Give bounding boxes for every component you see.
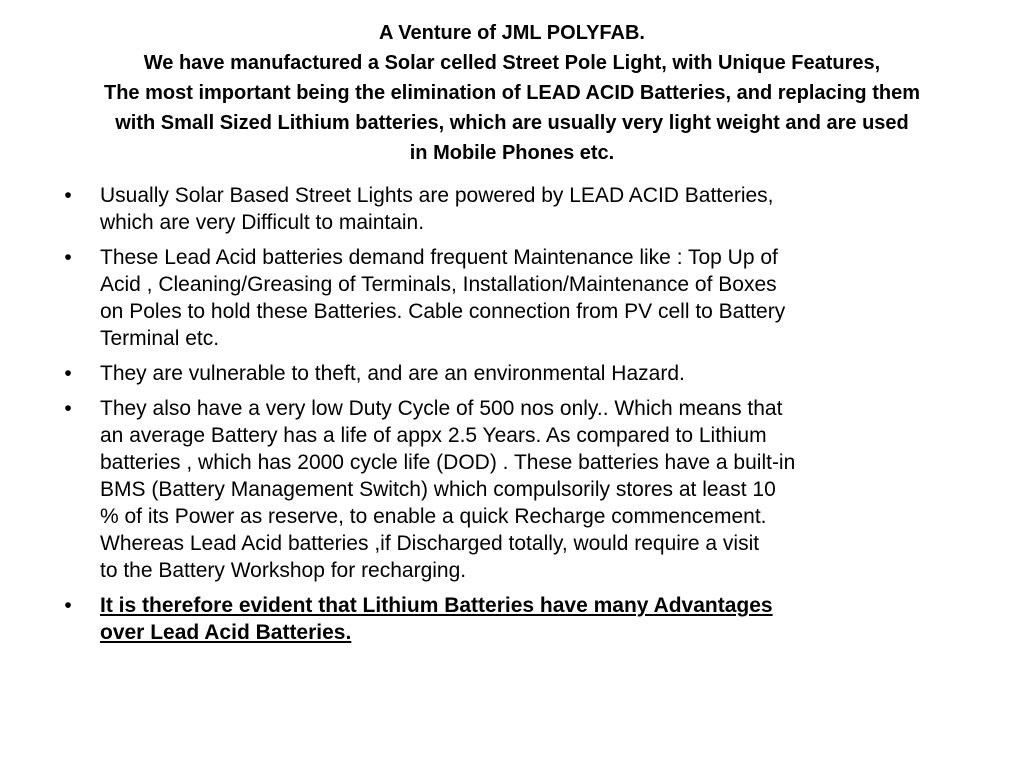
bullet-text-line: Usually Solar Based Street Lights are powered by LEAD ACID Batteries, [100, 184, 774, 207]
title-line: in Mobile Phones etc. [409, 142, 615, 164]
title-line: The most important being the elimination of LEAD ACID Batteries, and replacing them [103, 82, 920, 104]
bullet-text-line: BMS (Battery Management Switch) which compulsorily stores at least 10 [100, 478, 776, 501]
bullet-text-line: These Lead Acid batteries demand frequent Maintenance like : Top Up of [100, 246, 778, 269]
bullet-text-line: over Lead Acid Batteries. [100, 621, 352, 644]
bullet-text-line: on Poles to hold these Batteries. Cable connection from PV cell to Battery [100, 300, 786, 323]
bullet-item-conclusion [58, 592, 978, 646]
bullet-text-line: % of its Power as reserve, to enable a quick Recharge commencement. [100, 505, 767, 528]
bullet-item-duty-cycle [58, 395, 978, 584]
bullet-text-line: to the Battery Workshop for recharging. [100, 559, 467, 582]
bullet-text-line: Whereas Lead Acid batteries ,if Discharged totally, would require a visit [100, 532, 760, 555]
bullet-text-line: They are vulnerable to theft, and are an environmental Hazard. [100, 362, 685, 385]
bullet-text-line: Acid , Cleaning/Greasing of Terminals, Installation/Maintenance of Boxes [100, 273, 777, 296]
title-line: A Venture of JML POLYFAB. [379, 22, 645, 44]
bullet-list [58, 182, 978, 654]
bullet-text-line: They also have a very low Duty Cycle of 500 nos only.. Which means that [100, 397, 783, 420]
slide-title [52, 18, 972, 168]
bullet-icon: • [64, 594, 72, 617]
bullet-icon: • [64, 362, 72, 385]
title-line: with Small Sized Lithium batteries, which are usually very light weight and are used [115, 112, 909, 134]
bullet-item-maintenance-difficulty [58, 182, 978, 236]
bullet-item-theft-hazard [58, 360, 978, 387]
bullet-text-line: It is therefore evident that Lithium Batteries have many Advantages [100, 594, 773, 617]
bullet-icon: • [64, 397, 72, 420]
bullet-text-line: batteries , which has 2000 cycle life (DOD) . These batteries have a built-in [100, 451, 796, 474]
title-line: We have manufactured a Solar celled Street Pole Light, with Unique Features, [143, 52, 881, 74]
bullet-text-line: an average Battery has a life of appx 2.5 Years. As compared to Lithium [100, 424, 767, 447]
bullet-text-line: Terminal etc. [100, 327, 220, 350]
bullet-icon: • [64, 184, 72, 207]
bullet-icon: • [64, 246, 72, 269]
bullet-text-line: which are very Difficult to maintain. [100, 211, 425, 234]
bullet-item-maintenance-tasks [58, 244, 978, 352]
